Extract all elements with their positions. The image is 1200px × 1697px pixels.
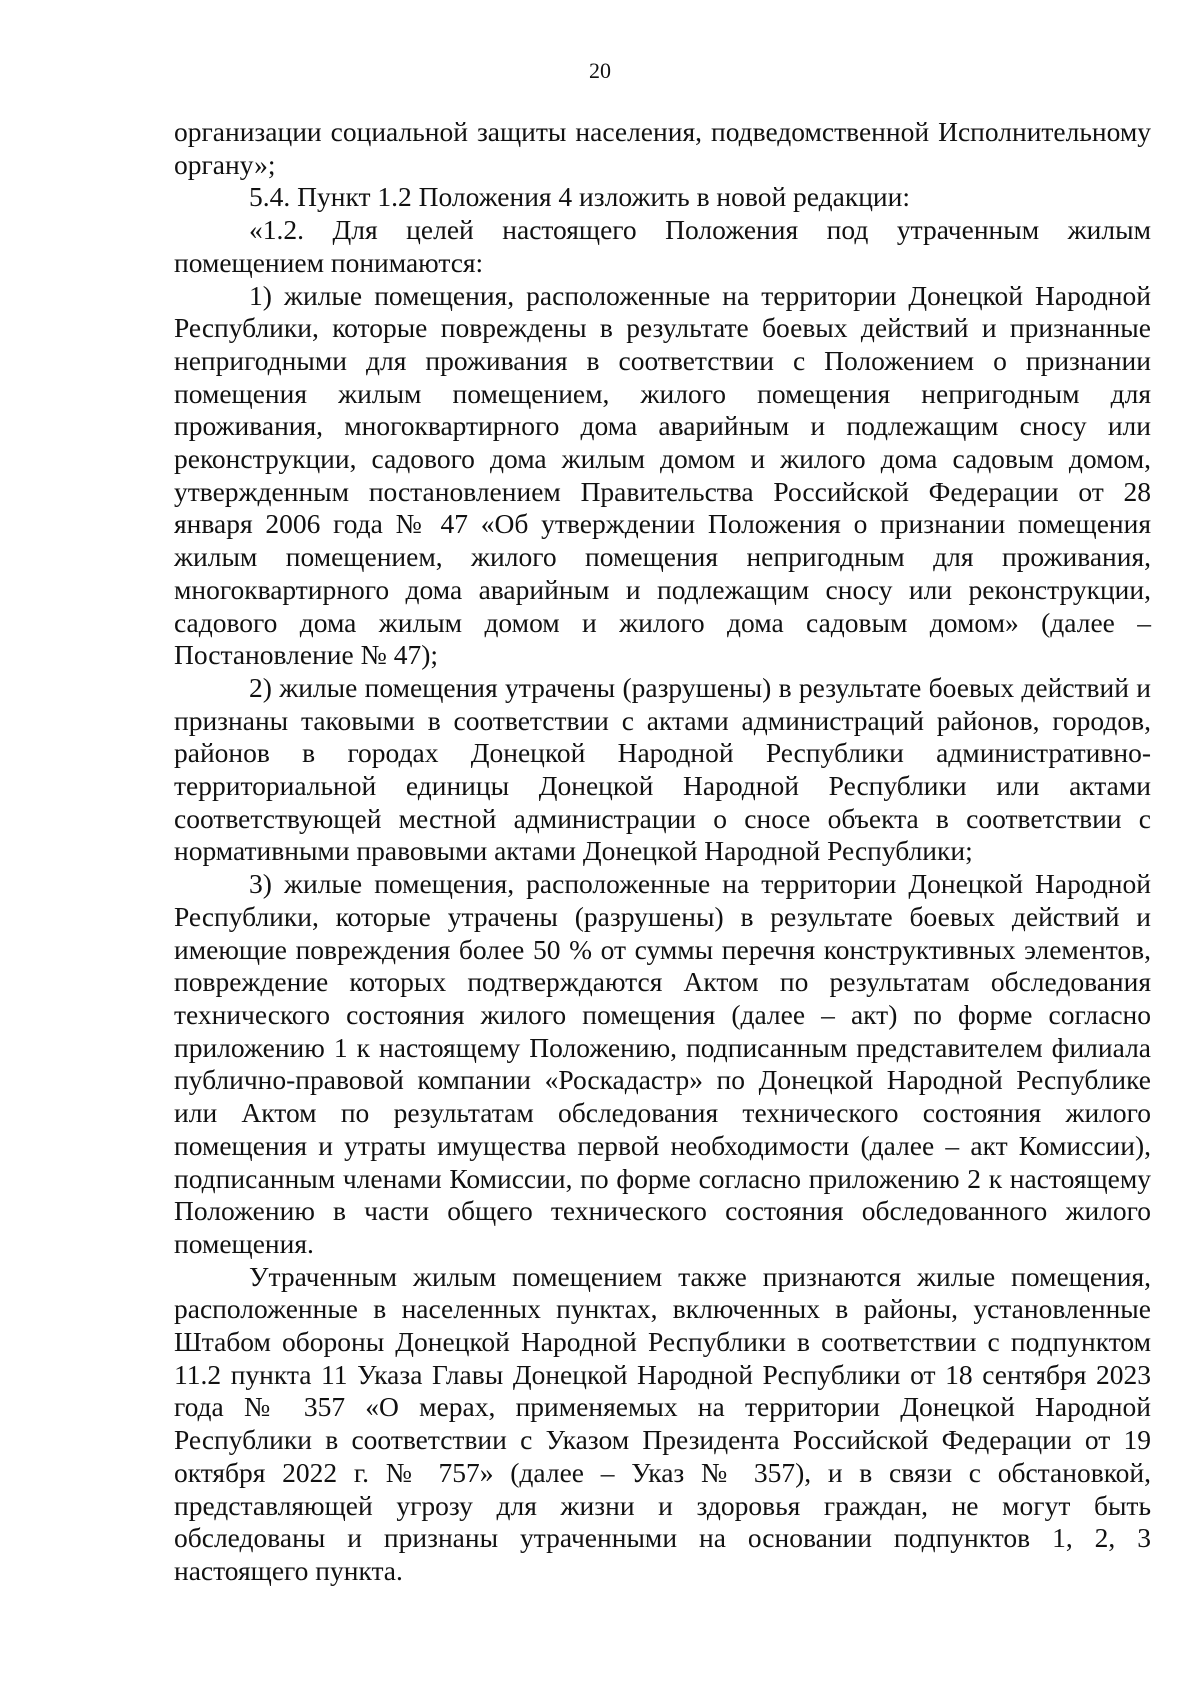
paragraph-additional-provision: Утраченным жилым помещением также признаются жилые помещения, расположенные в населенных пунктах, включенных в районы, установленные Штабом обороны Донецкой Народной Республики в соответствии с подпунктом 11.2 пункта 11 Указа Главы Донецкой Народной Республики от 18 сентября 2023 года № 357 «О мерах, применяемых на территории Донецкой Народной Республики в соответствии с Указом Президента Российской Федерации от 19 октября 2022 г. № 757» (далее – Указ № 357), и в связи с обстановкой, представляющей угрозу для жизни и здоровья граждан, не могут быть обследованы и признаны утраченными на основании подпунктов 1, 2, 3 настоящего пункта. <box>174 1260 1151 1586</box>
paragraph-continuation: организации социальной защиты населения, подведомственной Исполнительному органу»; <box>174 116 1151 180</box>
document-body <box>174 116 1151 1588</box>
paragraph-clause-1-2: «1.2. Для целей настоящего Положения под утраченным жилым помещением понимаются: <box>174 214 1151 278</box>
paragraph-item-2: 2) жилые помещения утрачены (разрушены) в результате боевых действий и признаны таковыми в соответствии с актами администраций районов, городов, районов в городах Донецкой Народной Республики административно-территориальной единицы Донецкой Народной Республики или актами соответствующей местной администрации о сносе объекта в соответствии с нормативными правовыми актами Донецкой Народной Республики; <box>174 671 1151 867</box>
page-number: 20 <box>589 58 611 83</box>
paragraph-item-1: 1) жилые помещения, расположенные на территории Донецкой Народной Республики, которые повреждены в результате боевых действий и признанные непригодными для проживания в соответствии с Положением о признании помещения жилым помещением, жилого помещения непригодным для проживания, многоквартирного дома аварийным и подлежащим сносу или реконструкции, садового дома жилым домом и жилого дома садовым домом, утвержденным постановлением Правительства Российской Федерации от 28 января 2006 года № 47 «Об утверждении Положения о признании помещения жилым помещением, жилого помещения непригодным для проживания, многоквартирного дома аварийным и подлежащим сносу или реконструкции, садового дома жилым домом и жилого дома садовым домом» (далее – Постановление № 47); <box>174 279 1151 671</box>
paragraph-amendment-5-4: 5.4. Пункт 1.2 Положения 4 изложить в новой редакции: <box>249 181 910 213</box>
paragraph-item-3: 3) жилые помещения, расположенные на территории Донецкой Народной Республики, которые утрачены (разрушены) в результате боевых действий и имеющие повреждения более 50 % от суммы перечня конструктивных элементов, повреждение которых подтверждаются Актом по результатам обследования технического состояния жилого помещения (далее – акт) по форме согласно приложению 1 к настоящему Положению, подписанным представителем филиала публично-правовой компании «Роскадастр» по Донецкой Народной Республике или Актом по результатам обследования технического состояния жилого помещения и утраты имущества первой необходимости (далее – акт Комиссии), подписанным членами Комиссии, по форме согласно приложению 2 к настоящему Положению в части общего технического состояния обследованного жилого помещения. <box>174 868 1151 1259</box>
